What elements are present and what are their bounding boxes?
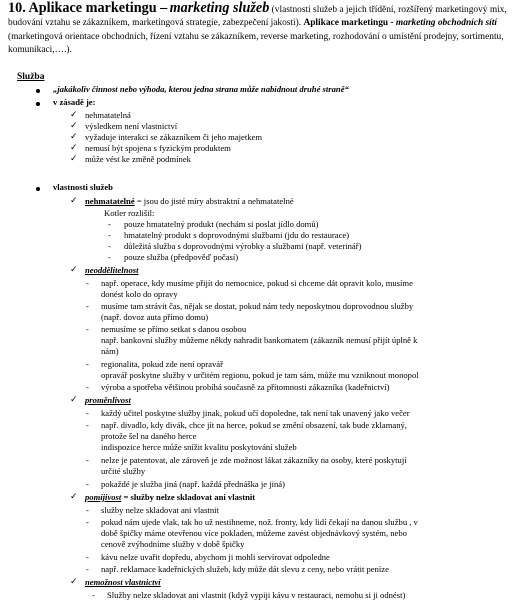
dash-icon: -: [86, 455, 89, 465]
neoddelitelnost-title: neoddělitelnost: [85, 265, 139, 275]
heading-number: 10. Aplikace marketingu –: [8, 0, 168, 16]
check-item: výsledkem není vlastnictví: [85, 121, 178, 131]
check-item: nehmatatelná: [85, 110, 131, 120]
pomijivost-desc: = služby nelze skladovat ani vlastnit: [123, 492, 256, 502]
definition-text: „jakákoliv činnost nebo výhoda, kterou jedna strana může nabídnout druhé straně“: [53, 84, 349, 94]
check-item: může vést ke změně podmínek: [85, 154, 191, 164]
dash-icon: -: [86, 420, 89, 430]
intro-bolditalic-2: marketing obchodních sítí: [395, 18, 497, 29]
intro-paragraph: [8, 2, 510, 57]
check-icon: ✓: [70, 132, 78, 142]
check-icon: ✓: [70, 110, 78, 120]
pomijivost-title: pomíjivost: [85, 492, 122, 502]
list-item-cont: určité služby: [101, 466, 146, 476]
list-item: pokud nám ujede vlak, tak ho už nestihneme, nož. fronty, kdy lidí čekají na danou službu , v: [101, 517, 418, 527]
dash-icon: -: [86, 517, 89, 527]
kotler-text: Kotler rozlišil:: [104, 208, 155, 218]
list-item: musíme tam strávit čas, nějak se dostat, pokud nám tedy neposkytnou doprovodnou služby: [101, 301, 414, 311]
intro-bold-2: Aplikace marketingu -: [303, 18, 394, 29]
bullet-icon: [36, 89, 40, 93]
dash-icon: -: [86, 278, 89, 288]
list-item: nelze je patentovat, ale zároveň je zde možnost lákat zákazníky na osoby, které poskytují: [101, 455, 407, 465]
list-item-cont: cenově zvýhodníme služby v době špičky: [101, 539, 245, 549]
check-icon: ✓: [70, 265, 78, 275]
list-item: nemusíme se přímo setkat s danou osobou: [101, 324, 247, 334]
pomijivost-line: [85, 492, 255, 503]
nehmatatelne-title: nehmatatelné: [85, 196, 135, 206]
list-item-cont: indispozice herce může snížit kvalitu poskytování služeb: [101, 442, 297, 452]
check-item: vyžaduje interakci se zákazníkem či jeho majetkem: [85, 132, 263, 142]
dash-icon: -: [86, 505, 89, 515]
list-item: např. divadlo, kdy divák, chce jít na herce, pokud se změní obsazení, tak bude zklamaný,: [101, 420, 407, 430]
dash-icon: -: [108, 230, 111, 240]
list-item: výroba a spotřeba většinou probíhá současně za přítomnosti zákazníka (kadeřnictví): [101, 382, 390, 392]
check-item: nemusí být spojena s fyzickým produktem: [85, 143, 231, 153]
check-icon: ✓: [70, 121, 78, 131]
bullet-icon: [36, 102, 40, 106]
list-item: např. operace, kdy musíme přijít do nemocnice, pokud si chceme dát opravit kolo, musíme: [101, 278, 413, 288]
list-item: pouze služba (předpověď počasí): [124, 252, 239, 262]
dash-icon: -: [86, 564, 89, 574]
vlastnosti-heading: vlastnosti služeb: [53, 182, 113, 192]
check-icon: ✓: [70, 154, 78, 164]
list-item: Služby nelze skladovat ani vlastnit (když vypiji kávu v restauraci, nemohu si ji odnést): [107, 590, 406, 600]
dash-icon: -: [108, 252, 111, 262]
check-icon: ✓: [70, 395, 78, 405]
dash-icon: -: [108, 241, 111, 251]
dash-icon: -: [86, 324, 89, 334]
section-heading: Služba: [17, 72, 45, 82]
list-item-cont: nám): [101, 346, 119, 356]
dash-icon: -: [86, 382, 89, 392]
dash-icon: -: [86, 359, 89, 369]
dash-icon: -: [86, 552, 89, 562]
dash-icon: -: [86, 408, 89, 418]
list-item-cont: (např. dovoz auta přímo domu): [101, 312, 209, 322]
list-item-cont: době špičky máme otevřenou více pokladen, můžeme zavést objednávkový systém, nebo: [101, 528, 407, 538]
intro-text-1: (vlastnosti služeb a jejich třídění, rozšířený marketingový mix, budování vztahu se zákazníkem, marketingová strategie, zabezpečení jakosti).: [8, 5, 507, 29]
promenlivost-title: proměnlivost: [85, 395, 131, 405]
list-item: pouze hmatatelný produkt (nechám si poslat jídlo domů): [124, 219, 319, 229]
list-item: kávu nelze uvařit dopředu, abychom ji mohli servírovat odpoledne: [101, 552, 330, 562]
list-item: každý učitel poskytne služby jinak, pokud učí dopoledne, tak není tak unavený jako večer: [101, 408, 410, 418]
check-icon: ✓: [70, 492, 78, 502]
list-item-cont: např. bankovní služby můžeme někdy nahradit bankomatem (zákazník nemusí přijít úplně k: [101, 335, 418, 345]
list-item: služby nelze skladovat ani vlastnit: [101, 505, 219, 515]
list-item: hmatatelný produkt s doprovodnými službami (jdu do restaurace): [124, 230, 350, 240]
list-item-cont: donést kolo do opravy: [101, 289, 178, 299]
check-icon: ✓: [70, 577, 78, 587]
bullet-icon: [36, 187, 40, 191]
list-item: např. reklamace kadeřnických služeb, kdy může dát slevu z ceny, nebo vrátit peníze: [101, 564, 389, 574]
intro-text-2: (marketingová orientace obchodních, řízení vztahu se zákazníkem, reverse marketing, rozhodování o umístění prodejny, sortimentu, komunikaci,….).: [8, 31, 504, 55]
dash-icon: -: [86, 479, 89, 489]
nehmatatelne-line: [85, 196, 294, 207]
list-item-cont: opravář poskytne služby v určitém regionu, pokud je tam sám, může mu vzniknout monopol: [101, 370, 419, 380]
check-icon: ✓: [70, 143, 78, 153]
list-item-cont: protože šel na daného herce: [101, 431, 197, 441]
list-item: pokaždé je služba jiná (např. každá přednáška je jiná): [101, 479, 285, 489]
dash-icon: -: [108, 219, 111, 229]
nehmatatelne-desc: = jsou do jisté míry abstraktní a nehmatatelné: [136, 196, 294, 206]
check-icon: ✓: [70, 196, 78, 206]
dash-icon: -: [86, 301, 89, 311]
list-item: důležitá služba s doprovodnými výrobky a službami (např. veterinář): [124, 241, 362, 251]
heading-subtitle: marketing služeb: [169, 0, 270, 16]
nemoznost-title: nemožnost vlastnictví: [85, 577, 161, 587]
zasade-heading: v zásadě je:: [53, 97, 96, 107]
dash-icon: -: [92, 590, 95, 600]
list-item: regionalita, pokud zde není opravář: [101, 359, 223, 369]
